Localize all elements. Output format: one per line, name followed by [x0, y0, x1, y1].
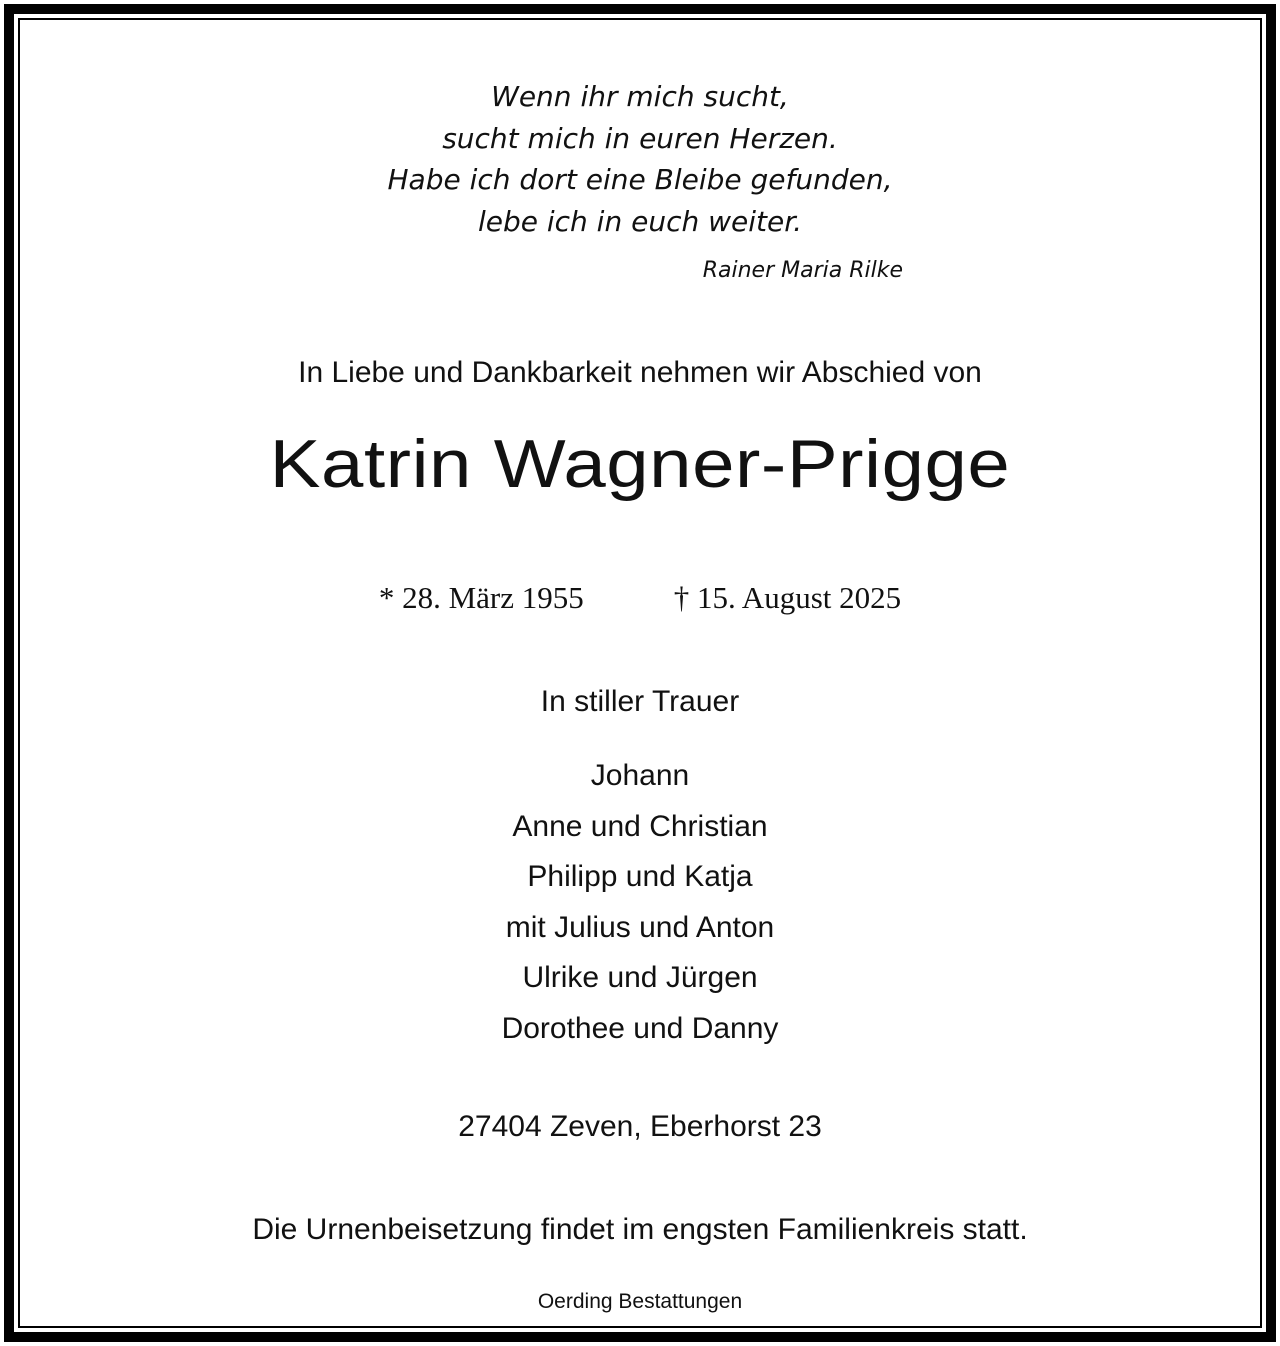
burial-notice: Die Urnenbeisetzung findet im engsten Familienkreis statt.: [252, 1213, 1028, 1246]
mourner-name: mit Julius und Anton: [505, 910, 775, 944]
poem-author: Rainer Maria Rilke: [702, 258, 903, 283]
poem-line: Habe ich dort eine Bleibe gefunden,: [387, 163, 893, 196]
poem: [0, 76, 1280, 242]
poem-line: Wenn ihr mich sucht,: [491, 80, 789, 113]
mourners-list: [0, 751, 1280, 1055]
life-dates: [0, 580, 1280, 616]
mourner-name: Anne und Christian: [512, 809, 768, 843]
address: 27404 Zeven, Eberhorst 23: [458, 1110, 822, 1143]
mourner-name: Philipp und Katja: [527, 860, 753, 894]
poem-line: lebe ich in euch weiter.: [477, 204, 803, 238]
mourner-name: Dorothee und Danny: [501, 1011, 779, 1045]
poem-line: sucht mich in euren Herzen.: [442, 121, 838, 155]
mourner-name: Ulrike und Jürgen: [522, 961, 758, 995]
undertaker-name: Oerding Bestattungen: [537, 1290, 743, 1313]
grief-line: In stiller Trauer: [540, 685, 740, 718]
intro-text: In Liebe und Dankbarkeit nehmen wir Abschied von: [298, 356, 982, 389]
deceased-name: Katrin Wagner-Prigge: [269, 426, 1011, 502]
mourner-name: Johann: [590, 759, 690, 792]
death-date: † 15. August 2025: [673, 580, 902, 615]
birth-date: * 28. März 1955: [378, 580, 584, 615]
